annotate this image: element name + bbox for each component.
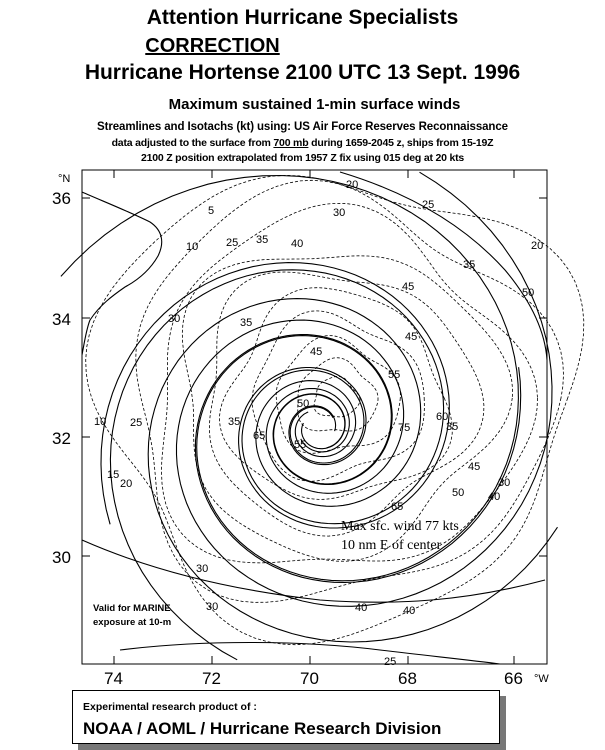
isotach-label: 30: [498, 477, 511, 489]
isotach-label: 25: [226, 237, 239, 249]
isotach-label: 20: [346, 179, 359, 191]
isotach-label: 45: [402, 281, 415, 293]
isotach-label: 40: [488, 491, 501, 503]
isotach-contours: [86, 175, 584, 644]
isotach-label: 20: [120, 478, 133, 490]
isotach-label: 20: [531, 240, 544, 252]
isotach-label: 25: [130, 417, 143, 429]
isotach-line: [314, 376, 360, 417]
lon-label-68: 68: [398, 669, 417, 688]
title-correction: CORRECTION: [145, 35, 280, 57]
isotach-label: 40: [355, 602, 368, 614]
lat-label-36: 36: [52, 189, 71, 208]
lat-unit: °N: [58, 173, 71, 185]
description-line-3: 2100 Z position extrapolated from 1957 Z fix using 015 deg at 20 kts: [140, 152, 465, 164]
description-line-1: Streamlines and Isotachs (kt) using: US Air Force Reserves Reconnaissance: [97, 121, 508, 133]
isotach-label: 30: [168, 313, 181, 325]
max-wind-location: 10 nm E of center: [341, 538, 442, 553]
isotach-label: 40: [403, 605, 416, 617]
lat-label-32: 32: [52, 429, 71, 448]
lon-label-70: 70: [300, 669, 319, 688]
streamline: [82, 540, 545, 602]
isotach-label: 50: [297, 398, 310, 410]
lon-unit: °W: [534, 673, 549, 685]
description-line-2: data adjusted to the surface from 700 mb during 1659-2045 z, ships from 15-19Z: [111, 137, 494, 149]
isotach-label: 30: [196, 563, 209, 575]
isotach-line: [182, 256, 512, 562]
max-wind-annotation: Max sfc. wind 77 kts: [341, 519, 459, 534]
isotach-label: 30: [333, 207, 346, 219]
lon-label-72: 72: [202, 669, 221, 688]
isotach-label: 75: [398, 422, 411, 434]
lat-label-30: 30: [52, 548, 71, 567]
isotach-label: 40: [291, 238, 304, 250]
valid-note-2: exposure at 10-m: [93, 617, 172, 628]
isotach-label: 45: [468, 461, 481, 473]
isotach-label: 35: [240, 317, 253, 329]
isotach-label: 65: [253, 430, 266, 442]
subtitle: Maximum sustained 1-min surface winds: [168, 96, 461, 113]
title-storm: Hurricane Hortense 2100 UTC 13 Sept. 1996: [84, 61, 521, 84]
isotach-label: 15: [107, 469, 120, 481]
isotach-label: 45: [405, 331, 418, 343]
footer-box: [72, 690, 500, 744]
isotach-label: 60: [436, 411, 449, 423]
lon-label-66: 66: [504, 669, 523, 688]
isotach-line: [86, 175, 584, 644]
isotach-label: 45: [310, 346, 323, 358]
isotach-label: 35: [446, 421, 459, 433]
isotach-label: 25: [384, 656, 397, 668]
footer-line-1: Experimental research product of :: [83, 701, 257, 713]
isotach-label: 10: [94, 416, 107, 428]
valid-note-1: Valid for MARINE: [93, 603, 171, 614]
isotach-label: 50: [522, 287, 535, 299]
isotach-label: 5: [208, 205, 215, 217]
isotach-label: 50: [452, 487, 465, 499]
isotach-label: 35: [256, 234, 269, 246]
isotach-label: 55: [388, 369, 401, 381]
map-frame: [82, 170, 547, 664]
isotach-label: 65: [391, 501, 404, 513]
isotach-line: [209, 272, 484, 536]
isotach-label: 35: [228, 416, 241, 428]
isotach-label: 30: [206, 601, 219, 613]
footer-line-2: NOAA / AOML / Hurricane Research Division: [83, 719, 442, 738]
axis-ticks: [82, 170, 547, 664]
isotach-label: 35: [463, 259, 476, 271]
lat-label-34: 34: [52, 310, 71, 329]
isotach-label: 10: [186, 241, 199, 253]
lon-label-74: 74: [104, 669, 123, 688]
isotach-label: 55: [294, 439, 307, 451]
title-attention: Attention Hurricane Specialists: [146, 6, 459, 29]
isotach-label: 25: [422, 199, 435, 211]
streamline: [101, 263, 449, 528]
isotach-line: [276, 336, 400, 454]
coastline: [82, 192, 162, 355]
